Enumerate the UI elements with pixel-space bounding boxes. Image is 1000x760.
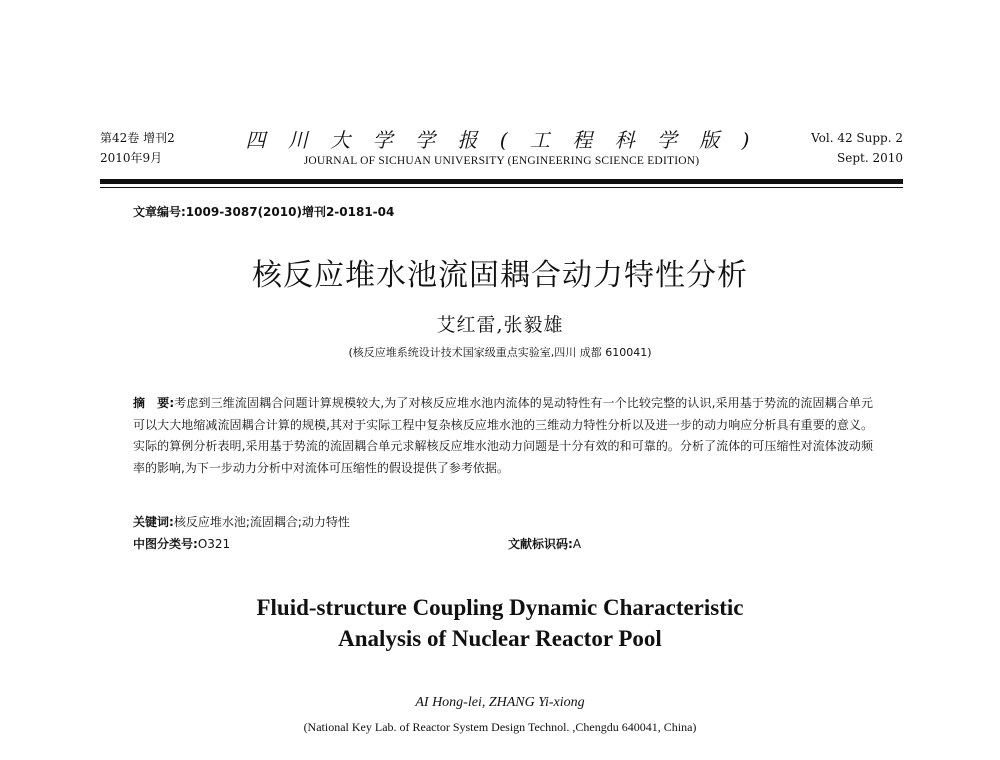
- classification-value: O321: [197, 537, 231, 551]
- authors-en: AI Hong-lei, ZHANG Yi-xiong: [415, 695, 585, 710]
- abstract: [133, 393, 873, 479]
- journal-header: [100, 128, 903, 172]
- header-rule-thick: [100, 179, 903, 184]
- abstract-text: 考虑到三维流固耦合问题计算规模较大,为了对核反应堆水池内流体的晃动特性有一个比较完整的认识,采用基于势流的流固耦合单元可以大大地缩减流固耦合计算的规模,其对于实际工程中复杂核反应堆水池的三维动力特性分析以及进一步的动力响应分析具有重要的意义。实际的算例分析表明,采用基于势流的流固耦合单元求解核反应堆水池动力问题是十分有效的和可靠的。分析了流体的可压缩性对流体波动频率的影响,为下一步动力分析中对流体可压缩性的假设提供了参考依据。: [133, 396, 873, 475]
- header-right: [811, 128, 903, 168]
- document-code: [508, 535, 581, 552]
- keywords-text: 核反应堆水池;流固耦合;动力特性: [173, 515, 350, 529]
- authors-cn: 艾红雷,张毅雄: [436, 314, 564, 336]
- header-rule-thin: [100, 187, 903, 188]
- affiliation-en: (National Key Lab. of Reactor System Design Technol. ,Chengdu 640041, China): [303, 720, 697, 734]
- title-en-line2: Analysis of Nuclear Reactor Pool: [338, 626, 662, 651]
- document-code-value: A: [572, 537, 582, 551]
- classification-label: 中图分类号:: [133, 537, 198, 551]
- journal-title-en: JOURNAL OF SICHUAN UNIVERSITY (ENGINEERING SCIENCE EDITION): [303, 155, 700, 167]
- paper-title-en: [0, 592, 1000, 654]
- paper-title-cn: 核反应堆水池流固耦合动力特性分析: [252, 258, 748, 293]
- volume-label: 第42卷 增刊2: [100, 131, 175, 145]
- volume-en: Vol. 42 Supp. 2: [811, 131, 903, 145]
- date-en: Sept. 2010: [837, 151, 903, 165]
- keywords: [133, 513, 873, 530]
- date-cn: 2010年9月: [100, 151, 163, 165]
- document-code-label: 文献标识码:: [508, 537, 573, 551]
- header-center: [100, 128, 903, 170]
- keywords-label: 关键词:: [133, 515, 174, 529]
- title-en-line1: Fluid-structure Coupling Dynamic Characteristic: [256, 595, 744, 620]
- abstract-label: 摘 要:: [133, 396, 175, 410]
- affiliation-cn: (核反应堆系统设计技术国家级重点实验室,四川 成都 610041): [348, 346, 652, 359]
- article-number: 文章编号:1009-3087(2010)增刊2-0181-04: [133, 205, 395, 219]
- classification-row: [133, 535, 873, 552]
- journal-title-cn: 四 川 大 学 学 报 ( 工 程 科 学 版 ): [245, 128, 758, 152]
